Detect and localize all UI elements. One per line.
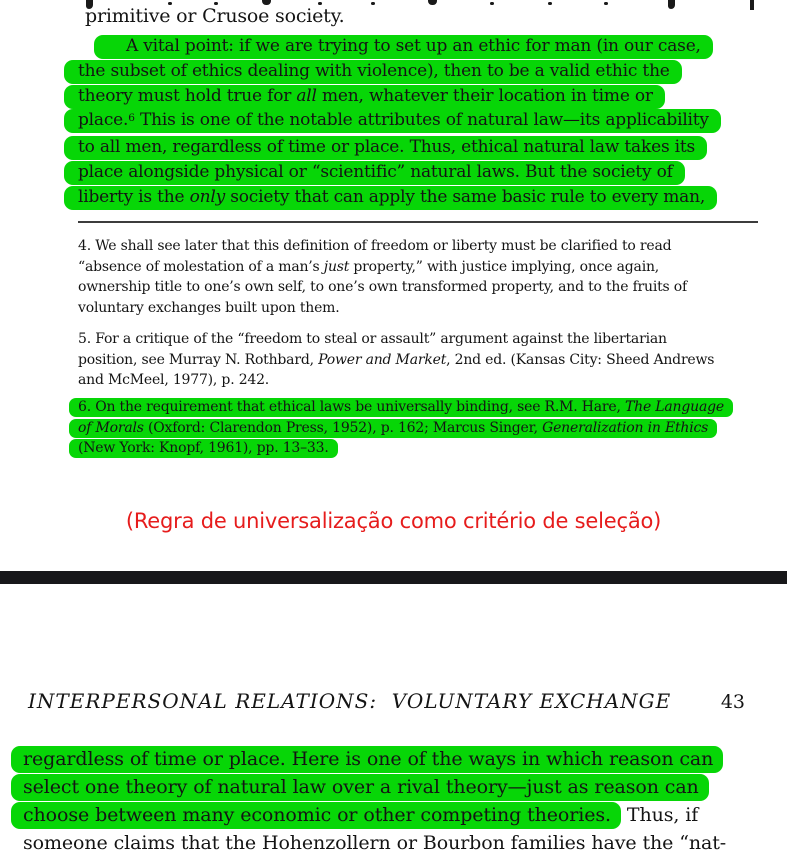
highlight-span (64, 85, 665, 109)
footnote-separator (78, 221, 758, 223)
text-segment: men, whatever their location in time or (316, 85, 653, 106)
text-line (78, 108, 721, 135)
text-segment: 5. For a critique of the “freedom to steal or assault” argument against the libertarian (78, 331, 667, 347)
text-segment: liberty is the (78, 186, 190, 207)
text-segment: the subset of ethics dealing with violence), then to be a valid ethic the (78, 60, 670, 81)
plain-span (78, 258, 659, 278)
text-segment: (New York: Knopf, 1961), pp. 13–33. (78, 440, 329, 457)
text-segment: “absence of molestation of a man’s (78, 258, 324, 275)
text-line (78, 438, 733, 459)
running-header (28, 689, 745, 713)
text-segment: 6 (128, 111, 135, 124)
text-segment: regardless of time or place. Here is one of the ways in which reason can (23, 748, 714, 770)
text-segment: to all men, regardless of time or place. Thus, ethical natural law takes its (78, 137, 696, 158)
text-segment: property,” with justice implying, once again, (349, 258, 660, 275)
plain-span (78, 299, 340, 319)
highlight-span (64, 136, 707, 160)
text-line (23, 745, 726, 773)
text-line (23, 773, 726, 801)
glyph-fragment (428, 0, 437, 5)
plain-span (78, 351, 714, 371)
highlight-span (94, 35, 713, 59)
text-line (78, 236, 687, 257)
highlight-span (69, 398, 733, 417)
text-segment: of Morals (78, 419, 144, 436)
text-segment: place. (78, 110, 129, 131)
text-segment: theory must hold true for (78, 85, 297, 106)
text-segment: society that can apply the same basic rule to every man, (225, 186, 706, 207)
plain-span (78, 278, 687, 298)
text-segment: The Language (625, 399, 724, 415)
text-segment: position, see Murray N. Rothbard, (78, 351, 319, 368)
glyph-fragment (604, 2, 608, 5)
text-segment: choose between many economic or other competing theories. (23, 804, 611, 826)
highlight-span (64, 161, 685, 185)
plain-span (23, 831, 726, 857)
text-segment: and McMeel, 1977), p. 242. (78, 372, 270, 389)
text-segment: place alongside physical or “scientific” natural laws. But the society of (78, 161, 673, 182)
page-divider-bar (0, 571, 787, 584)
text-segment: A vital point: if we are trying to set up an ethic for man (in our case, (126, 36, 701, 56)
highlighted-paragraph (78, 34, 721, 210)
text-line (78, 257, 687, 278)
footnote-4 (78, 236, 687, 318)
text-line (78, 34, 721, 59)
text-line (78, 135, 721, 160)
text-segment: 4. We shall see later that this definition of freedom or liberty must be clarified to read (78, 238, 672, 254)
highlight-span (69, 419, 717, 438)
page-number: 43 (720, 691, 745, 713)
text-line (78, 84, 721, 109)
footnote-6-highlighted (78, 397, 733, 459)
highlight-span (64, 109, 721, 133)
text-segment: This is one of the notable attributes of natural law—its applicability (134, 110, 709, 131)
highlight-span (64, 60, 682, 84)
annotation-note: (Regra de universalização como critério de seleção) (125, 509, 662, 533)
paragraph-end-line: primitive or Crusoe society. (85, 5, 345, 27)
text-segment: select one theory of natural law over a rival theory—just as reason can (23, 776, 699, 798)
text-segment: voluntary exchanges built upon them. (78, 299, 340, 316)
plain-span (621, 803, 698, 829)
text-segment: just (323, 258, 350, 275)
text-line (78, 418, 733, 439)
plain-span (78, 371, 269, 391)
plain-span (78, 237, 671, 257)
text-line (78, 329, 714, 350)
highlight-span (64, 186, 717, 210)
text-segment: , 2nd ed. (Kansas City: Sheed Andrews (446, 351, 715, 368)
text-segment: someone claims that the Hohenzollern or Bourbon families have the “nat- (23, 832, 727, 854)
body-paragraph (23, 745, 726, 857)
text-line (23, 801, 726, 829)
text-segment: ownership title to one’s own self, to one’s own transformed property, and to the fruits of (78, 279, 688, 296)
text-line (78, 277, 687, 298)
text-line (78, 160, 721, 185)
text-segment: Generalization in Ethics (542, 419, 709, 436)
text-segment: all (296, 85, 317, 106)
text-line (23, 829, 726, 857)
highlight-span (69, 439, 338, 458)
highlight-span (11, 774, 709, 801)
text-line (78, 370, 714, 391)
text-segment: only (189, 186, 226, 207)
text-segment: Power and Market (318, 351, 447, 368)
text-segment: (Oxford: Clarendon Press, 1952), p. 162; Marcus Singer, (143, 419, 543, 436)
text-segment: Thus, if (620, 804, 699, 826)
glyph-fragment (490, 2, 494, 5)
text-line (78, 185, 721, 210)
glyph-fragment (668, 0, 675, 9)
glyph-fragment (548, 2, 552, 5)
plain-span (78, 330, 667, 350)
text-line (78, 59, 721, 84)
text-line (78, 397, 733, 418)
highlight-span (11, 746, 723, 773)
glyph-fragment (371, 2, 375, 5)
text-line (78, 350, 714, 371)
text-line (78, 298, 687, 319)
highlight-span (11, 802, 621, 829)
glyph-fragment (750, 0, 754, 10)
footnote-5 (78, 329, 714, 391)
text-segment: 6. On the requirement that ethical laws be universally binding, see R.M. Hare, (78, 399, 626, 415)
chapter-title: INTERPERSONAL RELATIONS: VOLUNTARY EXCHANGE (28, 689, 672, 713)
